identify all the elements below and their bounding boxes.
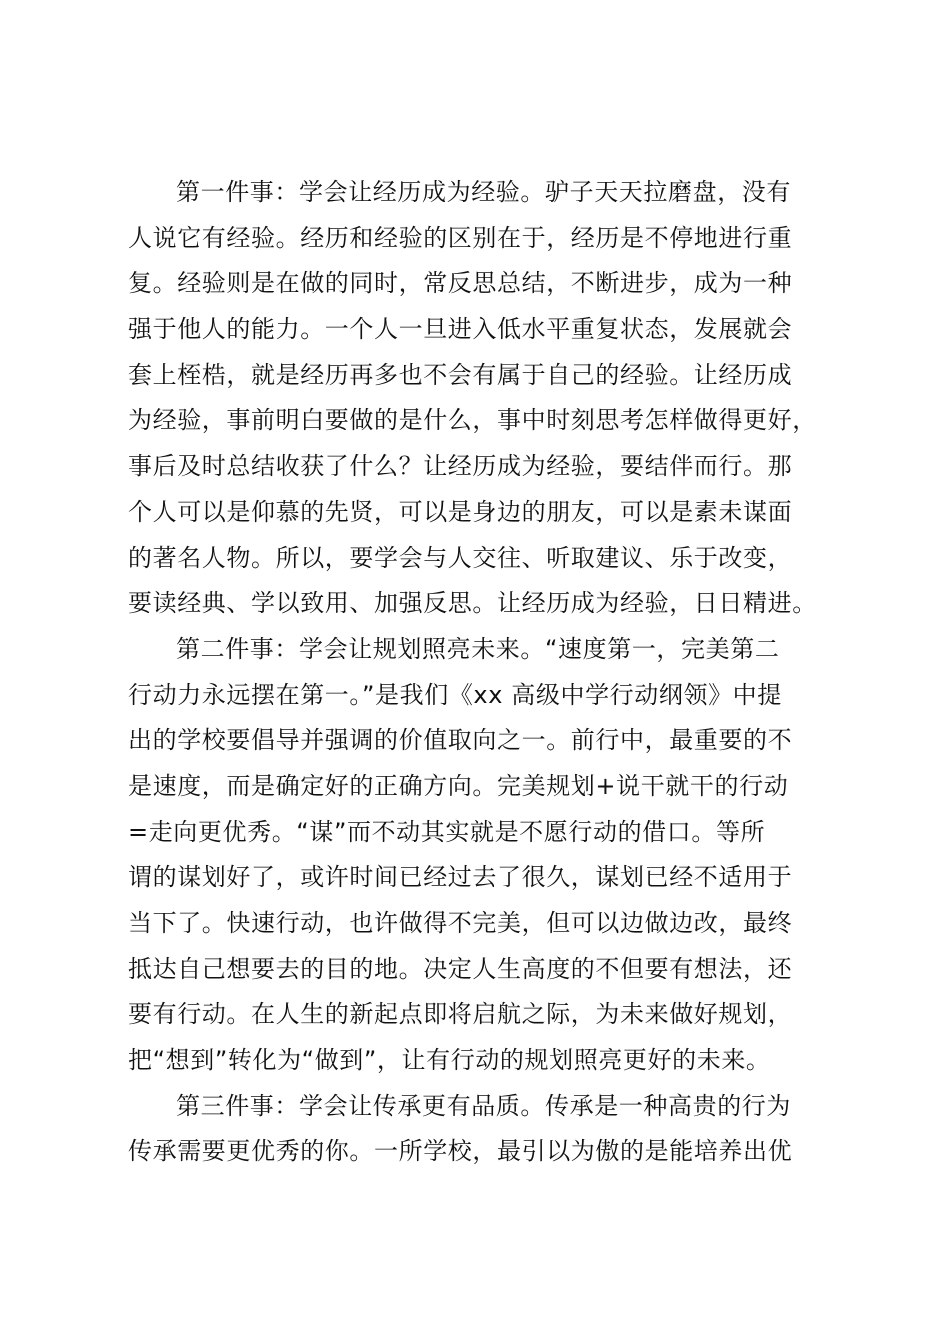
paragraph-line: 的著名人物。所以，要学会与人交往、听取建议、乐于改变，: [128, 543, 793, 572]
paragraph-line: 传承需要更优秀的你。一所学校，最引以为傲的是能培养出优: [128, 1137, 793, 1166]
paragraph-line: 当下了。快速行动，也许做得不完美，但可以边做边改，最终: [128, 909, 793, 937]
document-body: [128, 170, 833, 1175]
paragraph-line: 出的学校要倡导并强调的价值取向之一。前行中，最重要的不: [128, 726, 793, 755]
paragraph-line: 行动力永远摆在第一。”是我们《xx 高级中学行动纲领》中提: [128, 680, 782, 709]
paragraph-line: 第一件事：学会让经历成为经验。驴子天天拉磨盘，没有: [176, 178, 791, 206]
paragraph-line: 要有行动。在人生的新起点即将启航之际，为未来做好规划，: [128, 1000, 793, 1029]
paragraph-line: 个人可以是仰慕的先贤，可以是身边的朋友，可以是素未谋面: [128, 497, 793, 526]
paragraph-experience: [128, 170, 833, 627]
paragraph-line: 强于他人的能力。一个人一旦进入低水平重复状态，发展就会: [128, 315, 793, 344]
paragraph-line: 第三件事：学会让传承更有品质。传承是一种高贵的行为: [176, 1091, 791, 1120]
paragraph-line: 抵达自己想要去的目的地。决定人生高度的不但要有想法，还: [128, 954, 793, 983]
paragraph-line: 套上桎梏，就是经历再多也不会有属于自己的经验。让经历成: [128, 360, 793, 389]
paragraph-planning: [128, 627, 833, 1084]
paragraph-line: =走向更优秀。“谋”而不动其实就是不愿行动的借口。等所: [128, 817, 766, 846]
paragraph-line: 谓的谋划好了，或许时间已经过去了很久，谋划已经不适用于: [128, 863, 793, 892]
paragraph-line: 事后及时总结收获了什么？让经历成为经验，要结伴而行。那: [128, 452, 793, 481]
paragraph-line: 为经验，事前明白要做的是什么，事中时刻思考怎样做得更好，: [128, 406, 817, 435]
paragraph-line: 第二件事：学会让规划照亮未来。“速度第一，完美第二: [176, 634, 780, 663]
paragraph-line: 复。经验则是在做的同时，常反思总结，不断进步，成为一种: [128, 269, 793, 298]
paragraph-line: 把“想到”转化为“做到”，让有行动的规划照亮更好的未来。: [128, 1046, 771, 1075]
paragraph-heritage: [128, 1084, 833, 1175]
paragraph-line: 是速度，而是确定好的正确方向。完美规划+说干就干的行动: [128, 771, 789, 800]
paragraph-line: 人说它有经验。经历和经验的区别在于，经历是不停地进行重: [128, 223, 793, 252]
paragraph-line: 要读经典、学以致用、加强反思。让经历成为经验，日日精进。: [128, 589, 817, 618]
